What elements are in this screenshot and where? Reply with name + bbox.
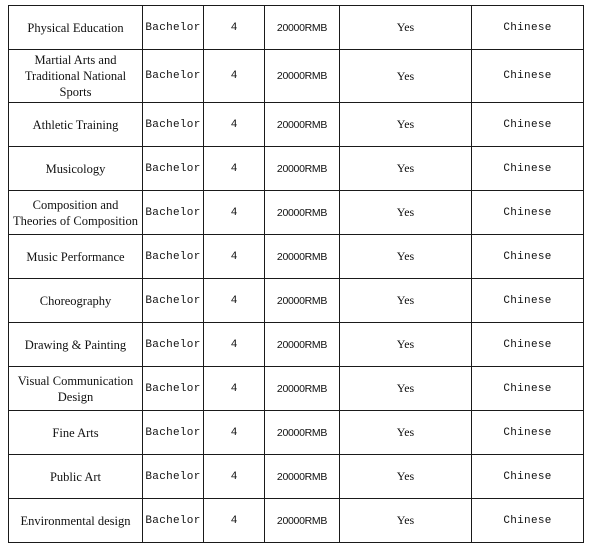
scholarship-cell: Yes — [340, 323, 472, 367]
scholarship-cell: Yes — [340, 191, 472, 235]
tuition-cell: 20000RMB — [265, 455, 340, 499]
table-row — [9, 147, 584, 191]
degree-cell: Bachelor — [143, 411, 204, 455]
language-cell: Chinese — [472, 103, 584, 147]
scholarship-cell: Yes — [340, 50, 472, 103]
tuition-cell: 20000RMB — [265, 367, 340, 411]
language-cell: Chinese — [472, 6, 584, 50]
major-cell: Composition and Theories of Composition — [9, 191, 143, 235]
language-cell: Chinese — [472, 323, 584, 367]
scholarship-cell: Yes — [340, 499, 472, 543]
language-cell: Chinese — [472, 367, 584, 411]
degree-cell: Bachelor — [143, 323, 204, 367]
table-row — [9, 6, 584, 50]
scholarship-cell: Yes — [340, 279, 472, 323]
major-cell: Choreography — [9, 279, 143, 323]
degree-cell: Bachelor — [143, 191, 204, 235]
degree-cell: Bachelor — [143, 499, 204, 543]
table-row — [9, 411, 584, 455]
degree-cell: Bachelor — [143, 50, 204, 103]
language-cell: Chinese — [472, 279, 584, 323]
tuition-cell: 20000RMB — [265, 235, 340, 279]
degree-cell: Bachelor — [143, 455, 204, 499]
degree-cell: Bachelor — [143, 235, 204, 279]
language-cell: Chinese — [472, 235, 584, 279]
scholarship-cell: Yes — [340, 455, 472, 499]
duration-cell: 4 — [204, 411, 265, 455]
scholarship-cell: Yes — [340, 235, 472, 279]
language-cell: Chinese — [472, 411, 584, 455]
degree-cell: Bachelor — [143, 367, 204, 411]
tuition-cell: 20000RMB — [265, 6, 340, 50]
duration-cell: 4 — [204, 367, 265, 411]
tuition-cell: 20000RMB — [265, 323, 340, 367]
program-table — [8, 5, 584, 543]
major-cell: Physical Education — [9, 6, 143, 50]
scholarship-cell: Yes — [340, 147, 472, 191]
scholarship-cell: Yes — [340, 103, 472, 147]
major-cell: Martial Arts and Traditional National Sports — [9, 50, 143, 103]
duration-cell: 4 — [204, 103, 265, 147]
degree-cell: Bachelor — [143, 103, 204, 147]
tuition-cell: 20000RMB — [265, 499, 340, 543]
degree-cell: Bachelor — [143, 6, 204, 50]
tuition-cell: 20000RMB — [265, 191, 340, 235]
duration-cell: 4 — [204, 235, 265, 279]
major-cell: Environmental design — [9, 499, 143, 543]
table-row — [9, 50, 584, 103]
language-cell: Chinese — [472, 499, 584, 543]
scholarship-cell: Yes — [340, 367, 472, 411]
major-cell: Music Performance — [9, 235, 143, 279]
major-cell: Drawing & Painting — [9, 323, 143, 367]
duration-cell: 4 — [204, 455, 265, 499]
table-row — [9, 103, 584, 147]
major-cell: Fine Arts — [9, 411, 143, 455]
duration-cell: 4 — [204, 50, 265, 103]
tuition-cell: 20000RMB — [265, 147, 340, 191]
program-table-body — [9, 6, 584, 543]
table-row — [9, 323, 584, 367]
table-row — [9, 367, 584, 411]
tuition-cell: 20000RMB — [265, 411, 340, 455]
duration-cell: 4 — [204, 323, 265, 367]
duration-cell: 4 — [204, 6, 265, 50]
table-row — [9, 235, 584, 279]
duration-cell: 4 — [204, 191, 265, 235]
tuition-cell: 20000RMB — [265, 103, 340, 147]
language-cell: Chinese — [472, 147, 584, 191]
duration-cell: 4 — [204, 499, 265, 543]
major-cell: Public Art — [9, 455, 143, 499]
table-row — [9, 455, 584, 499]
duration-cell: 4 — [204, 147, 265, 191]
scholarship-cell: Yes — [340, 6, 472, 50]
language-cell: Chinese — [472, 191, 584, 235]
major-cell: Visual Communication Design — [9, 367, 143, 411]
duration-cell: 4 — [204, 279, 265, 323]
degree-cell: Bachelor — [143, 279, 204, 323]
table-row — [9, 191, 584, 235]
language-cell: Chinese — [472, 50, 584, 103]
degree-cell: Bachelor — [143, 147, 204, 191]
scholarship-cell: Yes — [340, 411, 472, 455]
table-row — [9, 499, 584, 543]
tuition-cell: 20000RMB — [265, 279, 340, 323]
major-cell: Musicology — [9, 147, 143, 191]
tuition-cell: 20000RMB — [265, 50, 340, 103]
table-row — [9, 279, 584, 323]
major-cell: Athletic Training — [9, 103, 143, 147]
language-cell: Chinese — [472, 455, 584, 499]
